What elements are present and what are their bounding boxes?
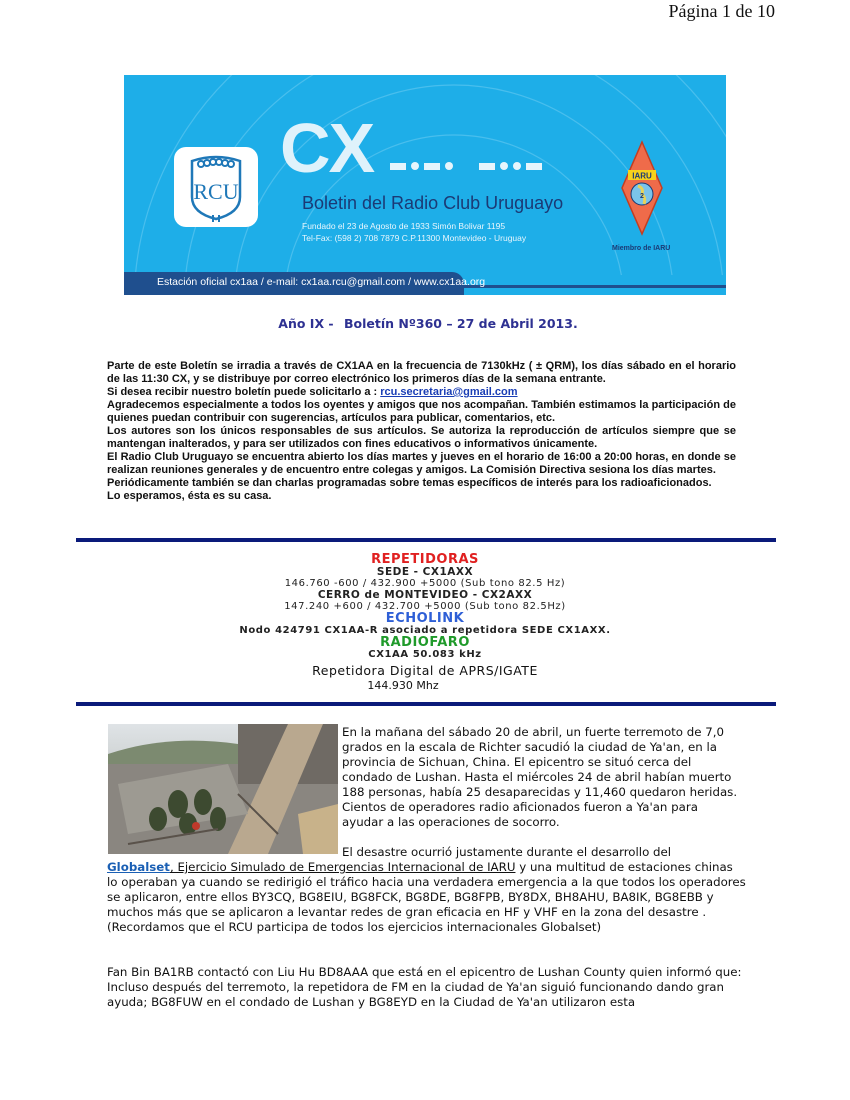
iaru-logo (620, 140, 664, 236)
intro-paragraph: Parte de este Boletín se irradia a través de CX1AA en la frecuencia de 7130kHz ( ± QRM), los días sábado en el horario de las 11:30 CX, y se distribuye por correo electrónico los primeros días de la semana entrante. (107, 360, 736, 385)
cerro-title: CERRO de MONTEVIDEO - CX2AXX (317, 589, 533, 601)
svg-text:RCU: RCU (193, 179, 239, 204)
banner-address: Fundado el 23 de Agosto de 1933 Simón Bolivar 1195 Tel-Fax: (598 2) 708 7879 C.P.11300 Montevideo - Uruguay (302, 221, 527, 243)
article-paragraph: En la mañana del sábado 20 de abril, un fuerte terremoto de 7,0 grados en la escala de Richter sacudió la ciudad de Ya'an, en la provincia de Sichuan, China. El epicentro se situó cerca del condado de Lushan. Hasta el miércoles 24 de abril habían muerto 188 personas, había 25 desaparecidas y 11,460 quedaron heridas. Cientos de operadores radio aficionados fueron a Ya'an para ayudar a las operaciones de socorro. (342, 725, 738, 829)
repeaters-section (0, 553, 850, 693)
banner-footer (124, 272, 486, 295)
radiofaro-frequency: CX1AA 50.083 kHz (368, 649, 482, 660)
banner-footer-line (464, 285, 726, 288)
morse-code-decoration (390, 162, 542, 170)
echolink-heading: ECHOLINK (385, 611, 465, 626)
echolink-node: Nodo 424791 CX1AA-R asociado a repetidora SEDE CX1AXX. (239, 625, 611, 636)
page-number: Página 1 de 10 (668, 1, 775, 21)
intro-paragraph: Lo esperamos, ésta es su casa. (107, 490, 272, 502)
sede-frequency: 146.760 -600 / 432.900 +5000 (Sub tono 82.5 Hz) (284, 578, 566, 589)
article-paragraph: El desastre ocurrió justamente durante el desarrollo del Globalset, Ejercicio Simulado de Emergencias Internacional de IARU y una multitud de estaciones chinas lo operaban ya cuando se redirigió el tráfico hacia una verdadera emergencia a la que todos los operadores se aplicaron, entre ellos BY3CQ, BG8EIU, BG8FCK, BG8DE, BG8FPB, BY8DX, BH8AHU, BA8IK, BG8EBB y muchos más que se aplicaron a levantar redes de gran eficacia en HF y VHF en la zona del desastre .(Recordamos que el RCU participa de todos los ejercicios internacionales Globalset) (107, 845, 746, 934)
issue-header (0, 316, 850, 331)
cerro-frequency: 147.240 +600 / 432.700 +5000 (Sub tono 82.5Hz) (284, 601, 566, 612)
banner-subtitle: Boletin del Radio Club Uruguayo (302, 193, 564, 213)
section-divider (76, 538, 776, 542)
repeaters-heading: REPETIDORAS (371, 552, 479, 567)
issue-year: Año IX - (278, 316, 334, 331)
aprs-frequency: 144.930 Mhz (367, 679, 439, 692)
cx-title: CX (280, 109, 374, 187)
intro-paragraph: Periódicamente también se dan charlas programadas sobre temas específicos de interés para los radioaficionados. (107, 477, 712, 489)
iaru-member-caption: Miembro de IARU (612, 245, 671, 252)
issue-bulletin: Boletín Nº360 – 27 de Abril 2013. (343, 316, 578, 331)
section-divider (76, 702, 776, 706)
radiofaro-heading: RADIOFARO (380, 635, 470, 650)
aprs-title: Repetidora Digital de APRS/IGATE (312, 663, 538, 678)
newsletter-banner (124, 75, 726, 295)
secretaria-email-link[interactable]: rcu.secretaria@gmail.com (380, 386, 518, 398)
banner-contact-info: Estación oficial cx1aa / e-mail: cx1aa.rcu@gmail.com / www.cx1aa.org (157, 276, 486, 288)
rcu-logo (174, 147, 258, 227)
sede-title: SEDE - CX1AXX (376, 566, 474, 578)
article-paragraph: Fan Bin BA1RB contactó con Liu Hu BD8AAA que está en el epicentro de Lushan County quien informó que: Incluso después del terremoto, la repetidora de FM en la ciudad de Ya'an siguió funcionando dando gran ayuda; BG8FUW en el condado de Lushan y BG8EYD en la Ciudad de Ya'an utilizaron esta (107, 965, 742, 1009)
iaru-exercise-link[interactable]: , Ejercicio Simulado de Emergencias Internacional de IARU (169, 860, 516, 874)
intro-paragraph: Los autores son los únicos responsables de sus artículos. Se autoriza la reproducción de artículos siempre que se mantengan inalterados, y para ser utilizados con fines educativos o informativos únicamente. (107, 425, 736, 450)
intro-paragraph: El Radio Club Uruguayo se encuentra abierto los días martes y jueves en el horario de 16:00 a 20:00 horas, en donde se realizan reuniones generales y de encuentro entre colegas y amigos. La Comisión Directiva sesiona los días martes. (107, 451, 736, 476)
globalset-link[interactable]: Globalset (107, 860, 170, 874)
earthquake-photo (108, 724, 338, 854)
svg-text:IARU: IARU (632, 171, 652, 181)
intro-subscribe: Si desea recibir nuestro boletín puede solicitarlo a : rcu.secretaria@gmail.com (107, 386, 518, 398)
intro-paragraph: Agradecemos especialmente a todos los oyentes y amigos que nos acompañan. También estimamos la participación de quienes puedan contribuir con sugerencias, artículos para publicar, comentarios, etc. (107, 399, 736, 424)
svg-text:2: 2 (640, 193, 644, 200)
intro-section (107, 360, 736, 503)
